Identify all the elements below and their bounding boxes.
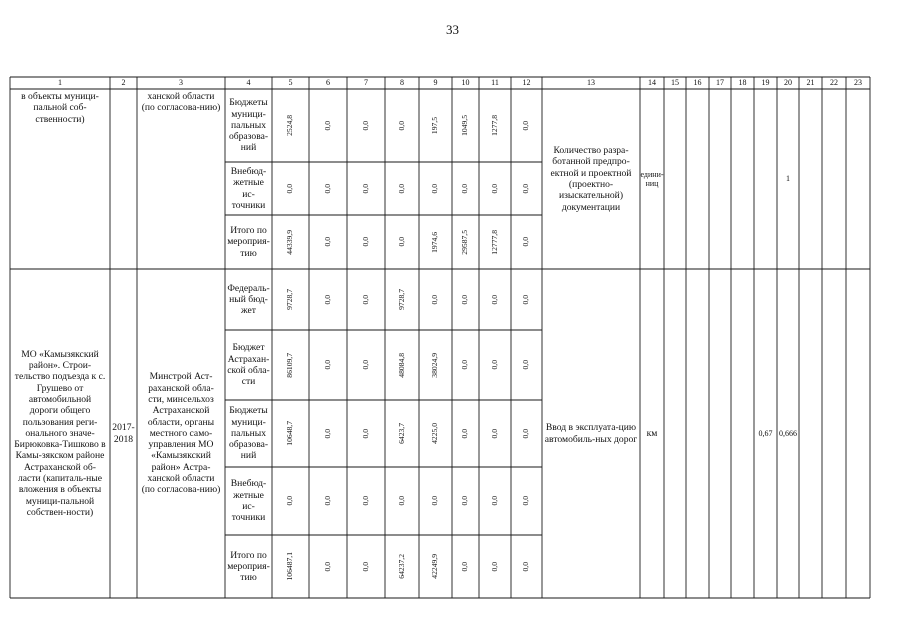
amount-cell [309, 162, 347, 215]
funding-source [225, 400, 272, 467]
amount-cell [385, 330, 419, 400]
amount-cell [419, 162, 452, 215]
amount-cell-text: 0,0 [521, 496, 531, 506]
column-number [777, 77, 799, 89]
amount-cell-text: 0,0 [430, 496, 440, 506]
funding-source [225, 89, 272, 162]
column-number-text: 1 [58, 78, 62, 88]
block1-unit [640, 89, 664, 269]
column-number-text: 7 [364, 78, 368, 88]
amount-cell-text: 0,0 [489, 294, 499, 305]
amount-cell [511, 400, 542, 467]
amount-cell [419, 330, 452, 400]
amount-cell [479, 400, 511, 467]
amount-cell-text: 0,0 [360, 428, 370, 439]
amount-cell [309, 89, 347, 162]
amount-cell [419, 467, 452, 535]
amount-cell-text: 9728,7 [396, 289, 406, 310]
amount-cell-text: 0,0 [322, 237, 332, 247]
column-number [542, 77, 640, 89]
amount-cell-text: 0,0 [322, 120, 332, 131]
amount-cell-text: 0,0 [360, 360, 370, 370]
amount-cell [272, 269, 309, 330]
column-number-text: 14 [648, 78, 656, 88]
column-number [511, 77, 542, 89]
funding-source-text: Бюджеты муници-пальных образова-ний [228, 405, 269, 462]
column-number-text: 3 [179, 78, 183, 88]
column-number [10, 77, 110, 89]
column-number-text: 20 [784, 78, 792, 88]
column-number-text: 16 [693, 78, 702, 88]
column-number [309, 77, 347, 89]
column-number-text: 23 [854, 78, 862, 88]
block2-target-2019-text: 0,666 [779, 428, 797, 438]
column-number-text: 2 [121, 78, 126, 88]
block2-object [12, 269, 108, 598]
funding-source [225, 467, 272, 535]
amount-cell [309, 215, 347, 269]
amount-cell [347, 162, 385, 215]
amount-cell-text: 0,0 [521, 237, 531, 247]
amount-cell [309, 535, 347, 598]
column-number-text: 11 [491, 78, 499, 88]
block2-target-2019 [777, 269, 799, 598]
amount-cell [452, 269, 479, 330]
amount-cell-text: 0,0 [396, 237, 406, 247]
block2-unit-text: км [646, 427, 658, 439]
funding-source [225, 535, 272, 598]
amount-cell-text: 0,0 [521, 294, 531, 305]
amount-cell [452, 215, 479, 269]
amount-cell-text: 0,0 [322, 360, 332, 370]
amount-cell-text: 9728,7 [285, 289, 295, 310]
amount-cell-text: 0,0 [360, 237, 370, 247]
amount-cell [272, 215, 309, 269]
amount-cell [479, 162, 511, 215]
column-number [664, 77, 686, 89]
amount-cell-text: 0,0 [322, 294, 332, 305]
column-number-text: 9 [433, 78, 438, 88]
amount-cell [511, 162, 542, 215]
column-number-text: 6 [326, 78, 330, 88]
amount-cell-text: 0,0 [489, 428, 499, 439]
amount-cell [385, 269, 419, 330]
amount-cell-text: 0,0 [430, 294, 440, 305]
amount-cell-text: 0,0 [521, 120, 531, 131]
amount-cell [385, 535, 419, 598]
amount-cell [385, 215, 419, 269]
amount-cell [479, 269, 511, 330]
amount-cell-text: 0,0 [460, 561, 470, 572]
amount-cell [309, 269, 347, 330]
amount-cell [479, 215, 511, 269]
column-number [731, 77, 754, 89]
amount-cell-text: 106487,1 [285, 552, 295, 581]
block1-indicator-text: Количество разра-ботанной предпро-ектной и проектной (проектно-изыскательной) документации [550, 145, 632, 213]
amount-cell-text: 0,0 [360, 496, 370, 506]
page-number: 33 [446, 22, 459, 37]
column-number [347, 77, 385, 89]
column-number [709, 77, 731, 89]
amount-cell-text: 0,0 [322, 496, 332, 506]
column-number [846, 77, 870, 89]
amount-cell [309, 467, 347, 535]
column-number-text: 22 [830, 78, 838, 88]
funding-source-text: Бюджеты муници-пальных образова-ний [228, 97, 269, 154]
amount-cell [511, 215, 542, 269]
amount-cell-text: 1974,6 [430, 231, 440, 253]
amount-cell [452, 400, 479, 467]
amount-cell-text: 4225,0 [430, 423, 440, 444]
column-number-text: 10 [461, 78, 470, 88]
amount-cell-text: 0,0 [460, 360, 470, 370]
amount-cell-text: 0,0 [521, 428, 531, 439]
block2-indicator [542, 269, 640, 598]
funding-source-text: Федераль-ный бюд-жет [227, 282, 270, 317]
amount-cell [452, 162, 479, 215]
amount-cell [347, 330, 385, 400]
amount-cell-text: 48084,8 [396, 352, 406, 378]
amount-cell-text: 0,0 [360, 561, 370, 572]
column-number [686, 77, 709, 89]
block2-executor [139, 269, 223, 598]
block1-target-2019 [777, 89, 799, 269]
amount-cell [347, 89, 385, 162]
amount-cell-text: 1277,8 [489, 115, 499, 136]
column-number-text: 4 [246, 78, 251, 88]
amount-cell [452, 89, 479, 162]
amount-cell-text: 29587,5 [460, 229, 470, 255]
column-number-text: 8 [400, 78, 404, 88]
amount-cell [347, 269, 385, 330]
block2-executor-text: Минстрой Аст-раханской обла-сти, минсельхоз Астраханской области, органы местного само-управления МО «Камызякский район» Астра-ханской области (по согласова-нию) [141, 371, 221, 496]
amount-cell [385, 400, 419, 467]
amount-cell [479, 535, 511, 598]
amount-cell-text: 0,0 [396, 183, 406, 194]
amount-cell-text: 197,5 [430, 116, 440, 135]
column-number [110, 77, 137, 89]
block1-object [12, 91, 108, 269]
funding-source-text: Итого по мероприя-тию [227, 225, 270, 259]
amount-cell [272, 162, 309, 215]
amount-cell [347, 400, 385, 467]
funding-source [225, 162, 272, 215]
amount-cell-text: 0,0 [521, 183, 531, 194]
amount-cell-text: 0,0 [322, 183, 332, 194]
amount-cell-text: 0,0 [430, 183, 440, 194]
amount-cell [511, 269, 542, 330]
amount-cell-text: 0,0 [285, 496, 295, 506]
block2-target-2018-text: 0,67 [758, 428, 773, 438]
amount-cell-text: 12777,8 [489, 229, 499, 255]
amount-cell [511, 535, 542, 598]
column-number-text: 19 [761, 78, 770, 88]
amount-cell [272, 467, 309, 535]
column-number [822, 77, 846, 89]
amount-cell-text: 0,0 [322, 561, 332, 572]
amount-cell-text: 0,0 [360, 294, 370, 305]
amount-cell [419, 400, 452, 467]
amount-cell [385, 467, 419, 535]
amount-cell-text: 0,0 [360, 120, 370, 131]
amount-cell [419, 535, 452, 598]
column-number [385, 77, 419, 89]
funding-source-text: Внебюд-жетные ис-точники [230, 165, 267, 211]
funding-source [225, 215, 272, 269]
amount-cell [452, 330, 479, 400]
amount-cell [272, 400, 309, 467]
column-number [479, 77, 511, 89]
column-number [754, 77, 777, 89]
amount-cell [385, 89, 419, 162]
amount-cell [272, 535, 309, 598]
column-number [452, 77, 479, 89]
column-number-text: 12 [522, 78, 531, 88]
block1-executor [139, 91, 223, 269]
column-number [272, 77, 309, 89]
amount-cell-text: 0,0 [489, 183, 499, 194]
amount-cell [272, 89, 309, 162]
amount-cell-text: 0,0 [489, 496, 499, 506]
amount-cell [511, 89, 542, 162]
column-number-text: 5 [288, 78, 293, 88]
amount-cell-text: 10648,7 [285, 421, 295, 446]
amount-cell-text: 0,0 [489, 561, 499, 572]
amount-cell-text: 0,0 [460, 294, 470, 305]
block1-object-text: в объекты муници-пальной соб-ственности) [21, 91, 99, 125]
funding-source-text: Внебюд-жетные ис-точники [230, 478, 267, 524]
amount-cell-text: 0,0 [396, 496, 406, 506]
amount-cell [452, 535, 479, 598]
block1-executor-text: ханской области (по согласова-нию) [141, 91, 221, 114]
amount-cell [309, 400, 347, 467]
amount-cell-text: 1049,5 [460, 115, 470, 136]
amount-cell [385, 162, 419, 215]
amount-cell-text: 86109,7 [285, 352, 295, 378]
block1-target-2019-text: 1 [786, 174, 790, 184]
column-number [419, 77, 452, 89]
amount-cell [479, 330, 511, 400]
block2-indicator-text: Ввод в эксплуата-цию автомобиль-ных дорог [544, 422, 638, 445]
column-number [137, 77, 225, 89]
column-number-text: 17 [716, 78, 724, 88]
amount-cell [419, 215, 452, 269]
column-number [225, 77, 272, 89]
amount-cell-text: 0,0 [360, 183, 370, 194]
amount-cell [347, 215, 385, 269]
amount-cell-text: 0,0 [521, 561, 531, 572]
block1-unit-text: едини-ниц [640, 169, 664, 188]
amount-cell-text: 0,0 [322, 428, 332, 439]
amount-cell-text: 44339,9 [285, 229, 295, 255]
funding-source-text: Бюджет Астрахан-ской обла-сти [227, 342, 270, 388]
amount-cell-text: 42249,9 [430, 554, 440, 579]
amount-cell [479, 467, 511, 535]
column-number-text: 15 [671, 78, 679, 88]
amount-cell-text: 0,0 [489, 360, 499, 370]
amount-cell-text: 6423,7 [396, 423, 406, 444]
block2-object-text: МО «Камызякский район». Строи-тельство подъезда к с. Грушево от автомобильной дороги общего пользования реги-онального значе-Бирюковка-Тишково в Камы-зякском районе Астраханской об-ласти (капиталь-ные вложения в объекты муници-пальной собствен-ности) [14, 348, 106, 519]
amount-cell [511, 467, 542, 535]
column-number [640, 77, 664, 89]
funding-source [225, 330, 272, 400]
amount-cell [419, 269, 452, 330]
column-number-text: 13 [587, 78, 595, 88]
block1-indicator [542, 89, 640, 269]
amount-cell-text: 0,0 [460, 428, 470, 439]
amount-cell-text: 0,0 [521, 360, 531, 370]
block2-period-text: 2017-2018 [112, 422, 135, 445]
amount-cell [309, 330, 347, 400]
amount-cell-text: 64237,2 [396, 554, 406, 579]
amount-cell [419, 89, 452, 162]
amount-cell [272, 330, 309, 400]
amount-cell [452, 467, 479, 535]
block2-target-2018 [754, 269, 777, 598]
funding-source-text: Итого по мероприя-тию [227, 549, 270, 584]
column-number-text: 18 [738, 78, 747, 88]
funding-source [225, 269, 272, 330]
block2-period [110, 269, 137, 598]
amount-cell-text: 2524,8 [285, 115, 295, 136]
column-number [799, 77, 822, 89]
block2-unit [640, 269, 664, 598]
amount-cell [347, 535, 385, 598]
amount-cell [511, 330, 542, 400]
amount-cell-text: 0,0 [460, 183, 470, 194]
amount-cell [479, 89, 511, 162]
amount-cell-text: 0,0 [285, 183, 295, 194]
amount-cell [347, 467, 385, 535]
amount-cell-text: 38024,9 [430, 352, 440, 378]
amount-cell-text: 0,0 [396, 120, 406, 131]
column-number-text: 21 [806, 78, 815, 88]
amount-cell-text: 0,0 [460, 496, 470, 506]
